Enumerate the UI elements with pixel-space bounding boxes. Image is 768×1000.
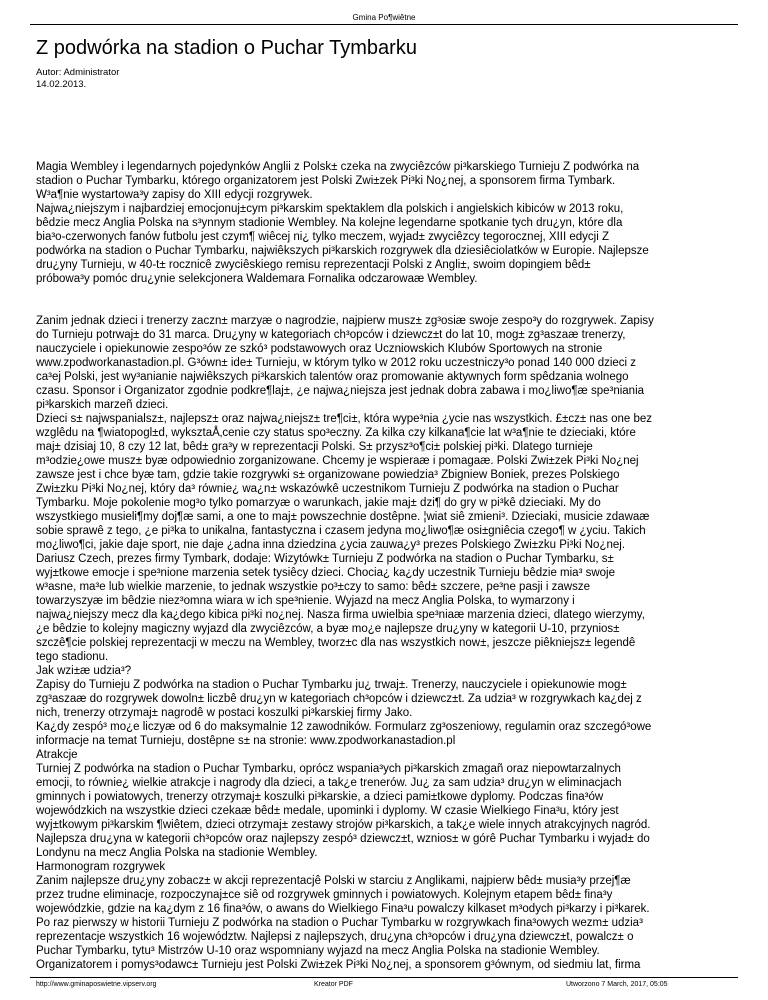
header-divider — [30, 24, 738, 25]
article-author: Autor: Administrator — [36, 67, 120, 78]
footer-generator: Kreator PDF — [314, 981, 353, 988]
footer-created: Utworzono 7 March, 2017, 05:05 — [566, 981, 668, 988]
article-body — [36, 146, 738, 1000]
footer-url: http://www.gminaposwietne.vipserv.org — [36, 981, 157, 988]
article-meta — [36, 67, 119, 91]
article-paragraph: Zanim jednak dzieci i trenerzy zaczn± marzyæ o nagrodzie, najpierw musz± zg³osiæ swoje zespo³y do rozgrywek. Zapisy do Turnieju potrwaj± do 31 marca. Dru¿yny w kategoriach ch³opców i dziewcz±t do lat 10, mog± zg³aszaæ trenerzy, nauczyciele i opiekunowie zespo³ów ze szkó³ podstawowych oraz Uczniowskich Klubów Sportowych na stronie www.zpodworkanastadion.pl. G³ówn± ide± Turnieju, w którym tylko w 2012 roku uczestniczy³o ponad 140 000 dzieci z ca³ej Polski, jest wy³anianie najwiêkszych pi³karskich talentów oraz promowanie aktywnych form spêdzania wolnego czasu. Sponsor i Organizator zgodnie podkre¶laj±, ¿e najwa¿niejsza jest jednak dobra zabawa i mo¿liwo¶æ spe³niania pi³karskich marzeñ dzieci. Dzieci s± najwspanialsz±, najlepsz± oraz najwa¿niejsz± tre¶ci±, która wype³nia ¿ycie nas wszystkich. £±cz± nas one bez wzglêdu na ¶wiatopogl±d, wyksztaÅ‚cenie czy status spo³eczny. Za kilka czy kilkana¶cie lat w³a¶nie te dzieciaki, które maj± dzisiaj 10, 8 czy 12 lat, bêd± gra³y w reprezentacji Polski. S± przysz³o¶ci± polskiej pi³ki. Dlatego turnieje m³odzie¿owe musz± byæ odpowiednio zorganizowane. Chcemy je wspieraæ i pomagaæ. Polski Zwi±zek Pi³ki No¿nej zawsze jest i chce byæ tam, gdzie takie rozgrywki s± organizowane powiedzia³ Zbigniew Boniek, prezes Polskiego Zwi±zku Pi³ki No¿nej, który da³ równie¿ wa¿n± wskazówkê uczestnikom Turnieju Z podwórka na stadion o Puchar Tymbarku. Moje pokolenie mog³o tylko pomarzyæ o warunkach, jakie maj± dzi¶ do gry w pi³kê dzieciaki. My do wszystkiego musieli¶my doj¶æ sami, a one to maj± powszechnie dostêpne. ¦wiat siê zmieni³. Dzieciaki, musicie zdawaæ sobie sprawê z tego, ¿e pi³ka to unikalna, fantastyczna i czasem jedyna mo¿liwo¶æ osi±gniêcia czego¶ w ¿yciu. Takich mo¿liwo¶ci, jakie daje sport, nie daje ¿adna inna dziedzina ¿ycia zauwa¿y³ prezes Polskiego Zwi±zku Pi³ki No¿nej. Dariusz Czech, prezes firmy Tymbark, dodaje: Wizytówk± Turnieju Z podwórka na stadion o Puchar Tymbarku, s± wyj±tkowe emocje i spe³nione marzenia setek tysiêcy dzieci. Chocia¿ ka¿dy uczestnik Turnieju bêdzie mia³ swoje w³asne, ma³e lub wielkie marzenie, to jednak wszystkie po³±czy to samo: bêd± szczere, pe³ne pasji i zawsze towarzyszyæ im bêdzie niez³omna wiara w ich spe³nienie. Wyjazd na mecz Anglia Polska, to wymarzony i najwa¿niejszy mecz dla ka¿dego kibica pi³ki no¿nej. Nasza firma uwielbia spe³niaæ marzenia dzieci, dlatego wierzymy, ¿e bêdzie to kolejny magiczny wyjazd dla zwyciêzców, a byæ mo¿e najlepsze dru¿yny w kategorii U-10, przynios± szczê¶cie polskiej reprezentacji w meczu na Wembley, tworz±c dla nas wszystkich now±, jeszcze piêkniejsz± legendê tego stadionu. Jak wzi±æ udzia³? Zapisy do Turnieju Z podwórka na stadion o Puchar Tymbarku ju¿ trwaj±. Trenerzy, nauczyciele i opiekunowie mog± zg³aszaæ do rozgrywek dowoln± liczbê dru¿yn w kategoriach ch³opców i dziewcz±t. Za udzia³ w rozgrywkach ka¿dej z nich, trenerzy otrzymaj± nagrodê w postaci koszulki pi³karskiej firmy Jako. Ka¿dy zespó³ mo¿e liczyæ od 6 do maksymalnie 12 zawodników. Formularz zg³oszeniowy, regulamin oraz szczegó³owe informacje na temat Turnieju, dostêpne s± na stronie: www.zpodworkanastadion.pl Atrakcje Turniej Z podwórka na stadion o Puchar Tymbarku, oprócz wspania³ych pi³karskich zmagañ oraz niepowtarzalnych emocji, to równie¿ wielkie atrakcje i nagrody dla dzieci, a tak¿e trenerów. Ju¿ za sam udzia³ dru¿yn w eliminacjach gminnych i powiatowych, trenerzy otrzymaj± koszulki pi³karskie, a dzieci pami±tkowe dyplomy. Podczas fina³ów wojewódzkich na wszystkie dzieci czekaæ bêd± medale, upominki i dyplomy. W czasie Wielkiego Fina³u, który jest wyj±tkowym pi³karskim ¶wiêtem, dzieci otrzymaj± zestawy strojów pi³karskich, a tak¿e wiele innych atrakcyjnych nagród. Najlepsza dru¿yna w kategorii ch³opców oraz najlepszy zespó³ dziewcz±t, wznios± w górê Puchar Tymbarku i wyjad± do Londynu na mecz Anglia Polska na stadionie Wembley. Harmonogram rozgrywek Zanim najlepsze dru¿yny zobacz± w akcji reprezentacjê Polski w starciu z Anglikami, najpierw bêd± musia³y przej¶æ przez trudne eliminacje, rozpoczynaj±ce siê od rozgrywek gminnych i powiatowych. Kolejnym etapem bêd± fina³y wojewódzkie, gdzie na ka¿dym z 16 fina³ów, o awans do Wielkiego Fina³u powalczy kilkaset m³odych pi³karzy i pi³karek. Po raz pierwszy w historii Turnieju Z podwórka na stadion o Puchar Tymbarku w rozgrywkach fina³owych wezm± udzia³ reprezentacje wszystkich 16 województw. Najlepsi z najlepszych, dru¿yna ch³opców i dru¿yna dziewcz±t, powalcz± o Puchar Tymbarku, tytu³ Mistrzów U-10 oraz wspomniany wyjazd na mecz Anglia Polska na stadionie Wembley. Organizatorem i pomys³odawc± Turnieju jest Polski Zwi±zek Pi³ki No¿nej, a sponsorem g³ównym, od siedmiu lat, firma — [36, 315, 654, 971]
article-date: 14.02.2013. — [36, 79, 87, 90]
article-title: Z podwórka na stadion o Puchar Tymbarku — [36, 37, 417, 59]
footer-divider — [30, 977, 738, 978]
site-header: Gmina Po¶wiêtne — [352, 13, 416, 22]
article-paragraph: Magia Wembley i legendarnych pojedynków Anglii z Polsk± czeka na zwyciêzców pi³karskiego Turnieju Z podwórka na stadion o Puchar Tymbarku, którego organizatorem jest Polski Zwi±zek Pi³ki No¿nej, a sponsorem firma Tymbark. W³a¶nie wystartowa³y zapisy do XIII edycji rozgrywek. Najwa¿niejszym i najbardziej emocjonuj±cym pi³karskim spektaklem dla polskich i angielskich kibiców w 2013 roku, bêdzie mecz Anglia Polska na s³ynnym stadionie Wembley. Na kolejne legendarne spotkanie tych dru¿yn, które dla bia³o-czerwonych fanów futbolu jest czym¶ wiêcej ni¿ tylko meczem, wyjad± zwyciêzcy tegorocznej, XIII edycji Z podwórka na stadion o Puchar Tymbarku, najwiêkszych pi³karskich rozgrywek dla dziesiêciolatków w Europie. Najlepsze dru¿yny Turnieju, w 40-t± rocznicê zwyciêskiego remisu reprezentacji Polski z Angli±, swoim dopingiem bêd± próbowa³y pomóc dru¿ynie selekcjonera Waldemara Fornalika odczarowaæ Wembley. — [36, 161, 649, 285]
